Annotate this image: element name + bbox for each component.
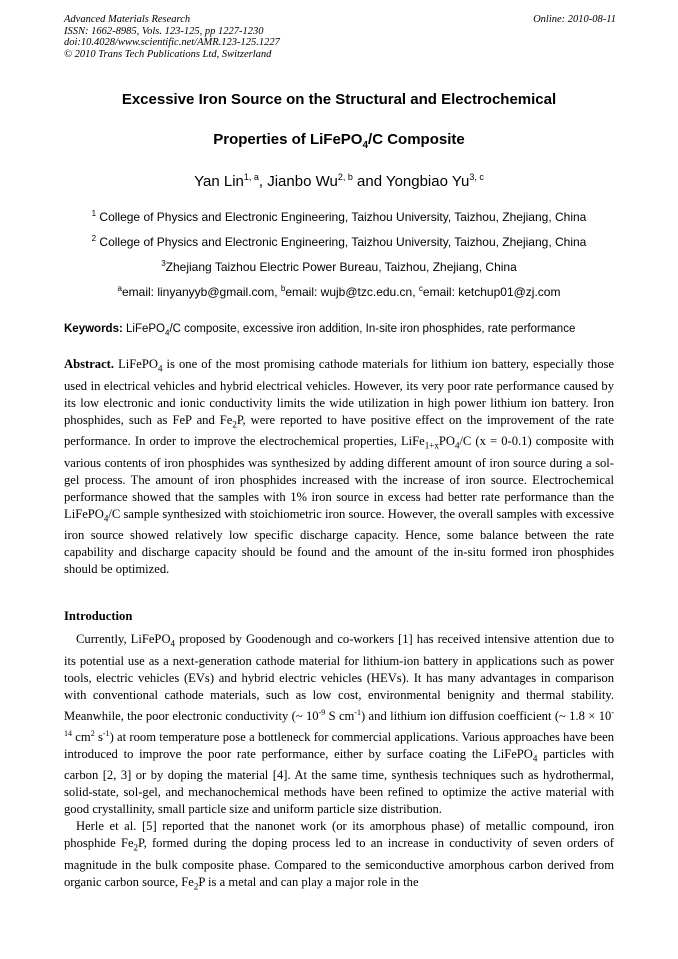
affiliation-3: $^3$Zhejiang Taizhou Electric Power Bureau, Taizhou, Zhejiang, China bbox=[161, 259, 517, 274]
keywords: Keywords: LiFePO$_4$/C composite, excessive iron addition, In-site iron phosphides, rate performance bbox=[64, 323, 576, 338]
author-2: , Jianbo Wu bbox=[258, 173, 338, 190]
introduction-heading: Introduction bbox=[64, 609, 133, 623]
abstract: Abstract. LiFePO$_4$ is one of the most promising cathode materials for lithium ion battery, especially those used in electrical vehicles and hybrid electrical vehicles. However, its very poor rate performance caused by its low electronic and ionic conductivity limits the wide utilization in high power lithium ion battery. Iron phosphides, such as FeP and $Fe_2P$, were reported to have positive effect on the improvement of the rate performance. In order to improve the electrochemical properties, $LiFe_{1+x}PO_4/C$ (x = 0-0.1) composite with various contents of iron phosphides was synthesized by adding different amount of iron source during a sol-gel process. The amount of iron phosphides increased with the increase of iron source. Electrochemical performance showed that the samples with 1% iron source in excess had better rate performance than the LiFePO$_4$/C sample synthesized with stoichiometric iron source. However, the overall samples with excessive iron source showed relatively low specific discharge capacity. Hence, some balance between the rate capability and discharge capacity should be found and the amount of the in-situ formed iron phosphides should be optimized. bbox=[64, 357, 615, 577]
email-line: $^a$email: linyanyyb@gmail.com, $^b$email: wujb@tzc.edu.cn, $^c$email: ketchup01@zj.com bbox=[117, 284, 561, 299]
affiliation-2: $^2$ College of Physics and Electronic Engineering, Taizhou University, Taizhou, Zhejiang, China bbox=[91, 234, 587, 249]
issn-line: ISSN: 1662-8985, Vols. 123-125, pp 1227-1230 bbox=[64, 25, 264, 37]
author-3: and Yongbiao Yu bbox=[352, 173, 470, 190]
online-date: Online: 2010-08-11 bbox=[533, 14, 616, 25]
author-1: Yan Lin bbox=[194, 173, 244, 190]
intro-paragraph-2: Herle et al. [5] reported that the nanonet work (or its amorphous phase) of metallic compound, iron phosphide $Fe_2P$, formed during the doping process led to an increase in conductivity of seven orders of magnitude in the bulk composite phase. Compared to the semiconductive amorphous carbon derived from organic carbon source, $Fe_2P$ is a metal and can play a major role in the bbox=[64, 819, 614, 892]
copyright-line: © 2010 Trans Tech Publications Ltd, Switzerland bbox=[64, 48, 272, 60]
author-list: Yan Lin$^{1, a}$, Jianbo Wu$^{2, b}$ and Yongbiao Yu$^{3, c}$ bbox=[194, 172, 484, 190]
journal-name: Advanced Materials Research bbox=[64, 14, 191, 25]
abstract-label: Abstract. bbox=[64, 357, 115, 371]
title-line-1: Excessive Iron Source on the Structural and Electrochemical bbox=[121, 91, 557, 108]
intro-paragraph-1: Currently, LiFePO$_4$ proposed by Goodenough and co-workers [1] has received intensive attention due to its potential use as a next-generation cathode material for lithium-ion battery in applications such as power tools, electric vehicles (EVs) and hybrid electric vehicles (HEVs). It has many advantages in comparison with conventional cathode materials, such as low cost, environmental benignity and thermal stability. Meanwhile, the poor electronic conductivity (~ $10^{-9}$ S $cm^{-1}$) and lithium ion diffusion coefficient (~ $1.8 \times 10^{-14}$ $cm^2$ $s^{-1}$) at room temperature pose a bottleneck for commercial applications. Various approaches have been introduced to improve the poor rate performance, either by surface coating the LiFePO$_4$ particles with carbon [2, 3] or by doping the material [4]. At the same time, synthesis techniques such as hydrothermal, solid-state, sol-gel, and mechanochemical methods have been refined to optimize the active material with good crystallinity, small particle size and uniform particle size distribution. bbox=[64, 632, 614, 817]
keywords-label: Keywords: bbox=[64, 323, 123, 335]
doi-line: doi:10.4028/www.scientific.net/AMR.123-125.1227 bbox=[64, 37, 280, 48]
affiliation-1: $^1$ College of Physics and Electronic Engineering, Taizhou University, Taizhou, Zhejiang, China bbox=[91, 209, 587, 224]
journal-header bbox=[64, 14, 616, 60]
title-line-2: Properties of LiFePO$_4$/C Composite bbox=[213, 131, 465, 151]
